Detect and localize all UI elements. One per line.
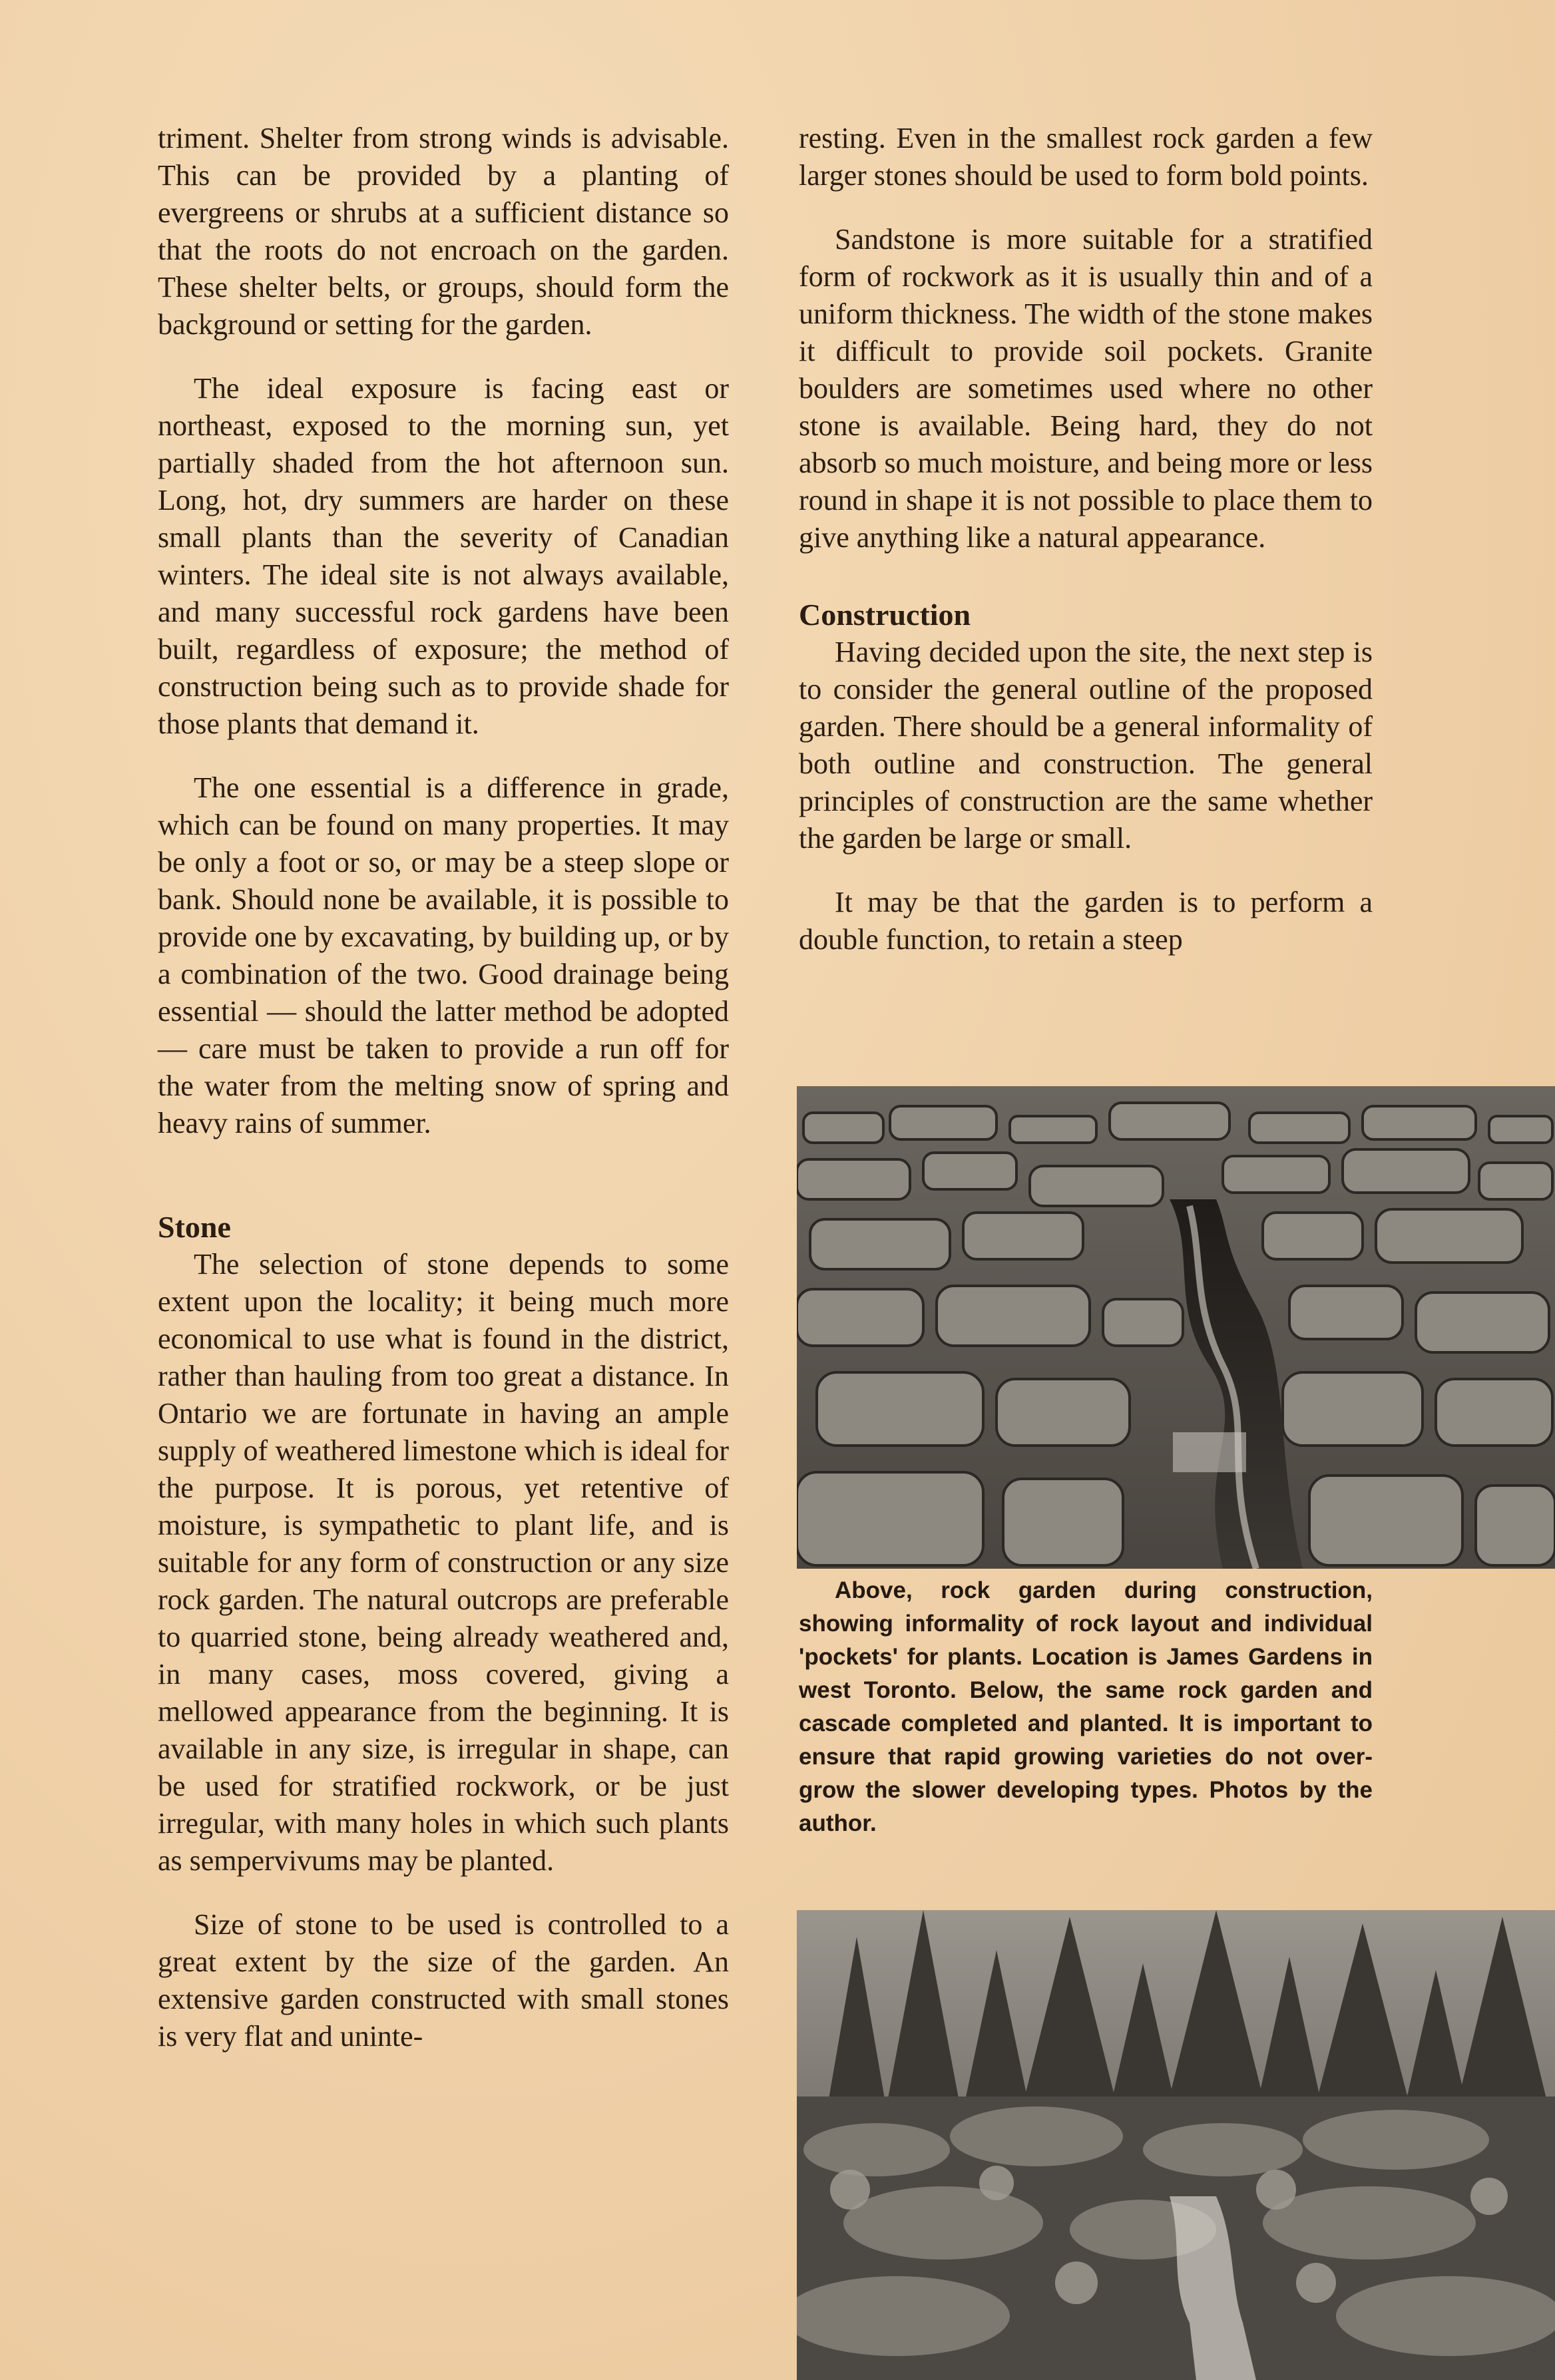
photo-rock-garden-construction <box>797 1086 1555 1569</box>
paragraph-resting: resting. Even in the smallest rock garden a few larger stones should be used to form bold points. <box>799 122 1373 192</box>
paragraph-shelter: triment. Shelter from strong winds is advisable. This can be provided by a planting of evergreens or shrubs at a sufficient distance so that the roots do not encroach on the garden. These shelter belts, or groups, should form the background or setting for the garden. <box>158 122 729 341</box>
paragraph-grade: The one essential is a difference in grade, which can be found on many properties. It may be only a foot or so, or may be a steep slope or bank. Should none be available, it is possible to provide one by excavating, by building up, or by a combination of the two. Good drainage being essential — should the latter method be adopted — care must be taken to provide a run off for the water from the melting snow of spring and heavy rains of summer. <box>158 771 729 1139</box>
paragraph-sandstone: Sandstone is more suitable for a stratified form of rockwork as it is usually thin and of a uniform thickness. The width of the stone makes it difficult to provide soil pockets. Granite boulders are sometimes used where no other stone is available. Being hard, they do not absorb so much moisture, and being more or less round in shape it is not possible to place them to give anything like a natural appearance. <box>799 223 1373 554</box>
photo-rock-garden-completed <box>797 1910 1555 2380</box>
paragraph-construction-outline: Having decided upon the site, the next step is to consider the general outline of the proposed garden. There should be a general informality of both outline and construction. The general principles of construction are the same whether the garden be large or small. <box>799 636 1373 855</box>
paragraph-stone-size: Size of stone to be used is controlled to a great extent by the size of the garden. An extensive garden constructed with small stones is very flat and uninte- <box>158 1908 729 2053</box>
heading-stone: Stone <box>158 1210 231 1244</box>
paragraph-double-function: It may be that the garden is to perform a double function, to retain a steep <box>799 886 1373 956</box>
right-column <box>799 120 1373 985</box>
paragraph-exposure: The ideal exposure is facing east or northeast, exposed to the morning sun, yet partially shaded from the hot afternoon sun. Long, hot, dry summers are harder on these small plants than the severity of Canadian winters. The ideal site is not always available, and many successful rock gardens have been built, regardless of exposure; the method of construction being such as to provide shade for those plants that demand it. <box>158 372 729 740</box>
left-column <box>158 120 729 2082</box>
photo-caption: Above, rock garden during construction, showing informality of rock layout and individual 'pockets' for plants. Location is James Gardens in west Toronto. Below, the same rock garden and cascade completed and planted. It is important to ensure that rapid growing varieties do not over-grow the slower developing types. Photos by the author. <box>799 1577 1373 1836</box>
heading-construction: Construction <box>799 598 971 632</box>
photo-caption-block <box>799 1574 1373 1840</box>
paragraph-stone-selection: The selection of stone depends to some extent upon the locality; it being much more economical to use what is found in the district, rather than hauling from too great a distance. In Ontario we are fortunate in having an ample supply of weathered limestone which is ideal for the purpose. It is porous, yet retentive of moisture, is sympathetic to plant life, and is suitable for any form of construction or any size rock garden. The natural outcrops are preferable to quarried stone, being already weathered and, in many cases, moss covered, giving a mellowed appearance from the beginning. It is available in any size, is irregular in shape, can be used for stratified rockwork, or be just irregular, with many holes in which such plants as sempervivums may be planted. <box>158 1248 729 1877</box>
